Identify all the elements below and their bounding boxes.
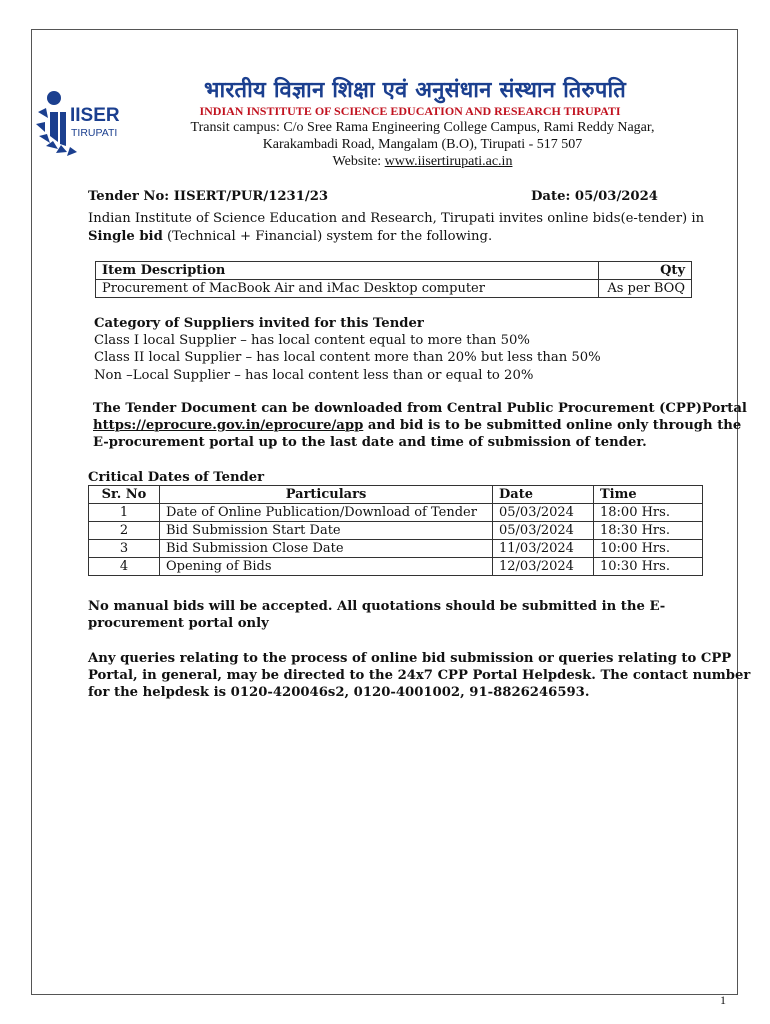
notice-line-2: procurement portal only	[88, 616, 269, 631]
table-cell: As per BOQ	[599, 280, 692, 298]
website-label: Website:	[332, 154, 382, 169]
table-row	[89, 504, 703, 522]
table-cell: 12/03/2024	[493, 558, 594, 576]
tender-date: Date: 05/03/2024	[531, 189, 658, 204]
table-cell: Bid Submission Close Date	[160, 540, 493, 558]
critical-dates-heading: Critical Dates of Tender	[88, 470, 265, 485]
address-line-1: Transit campus: C/o Sree Rama Engineering College Campus, Rami Reddy Nagar,	[190, 120, 655, 135]
table-row	[89, 540, 703, 558]
website-link[interactable]: www.iisertirupati.ac.in	[384, 154, 513, 169]
column-header: Item Description	[96, 262, 599, 280]
table-cell: 10:30 Hrs.	[594, 558, 703, 576]
column-header: Date	[493, 486, 594, 504]
supplier-line: Non –Local Supplier – has local content less than or equal to 20%	[94, 368, 534, 383]
address-line-2: Karakambadi Road, Mangalam (B.O), Tirupati - 517 507	[262, 137, 583, 152]
table-cell: 18:30 Hrs.	[594, 522, 703, 540]
intro-rest: (Technical + Financial) system for the following.	[162, 229, 493, 244]
table-cell: Date of Online Publication/Download of Tender	[160, 504, 493, 522]
column-header: Particulars	[160, 486, 493, 504]
table-cell: Bid Submission Start Date	[160, 522, 493, 540]
table-header-row	[89, 486, 703, 504]
download-rest: and bid is to be submitted online only through the	[363, 418, 742, 433]
table-row	[96, 280, 692, 298]
queries-line-2: Portal, in general, may be directed to the 24x7 CPP Portal Helpdesk. The contact number	[88, 668, 751, 683]
table-cell: 1	[89, 504, 160, 522]
table-cell: 2	[89, 522, 160, 540]
tender-number: Tender No: IISERT/PUR/1231/23	[88, 189, 329, 204]
download-line-3: E-procurement portal up to the last date and time of submission of tender.	[93, 435, 647, 450]
download-line-1: The Tender Document can be downloaded from Central Public Procurement (CPP)Portal	[93, 401, 747, 416]
table-row	[89, 558, 703, 576]
website-line	[150, 154, 695, 170]
table-cell: Opening of Bids	[160, 558, 493, 576]
table-cell: 11/03/2024	[493, 540, 594, 558]
intro-line-1: Indian Institute of Science Education and Research, Tirupati invites online bids(e-tender) in	[88, 211, 705, 226]
eprocure-link[interactable]: https://eprocure.gov.in/eprocure/app	[93, 418, 364, 433]
table-cell: Procurement of MacBook Air and iMac Desktop computer	[96, 280, 599, 298]
table-cell: 3	[89, 540, 160, 558]
table-header-row	[96, 262, 692, 280]
table-cell: 18:00 Hrs.	[594, 504, 703, 522]
intro-line-2	[88, 228, 492, 245]
hindi-title: भारतीय विज्ञान शिक्षा एवं अनुसंधान संस्थान तिरुपति	[204, 78, 626, 103]
column-header: Sr. No	[89, 486, 160, 504]
suppliers-heading: Category of Suppliers invited for this Tender	[94, 316, 424, 331]
logo-text-sub: TIRUPATI	[71, 127, 118, 139]
supplier-line: Class I local Supplier – has local content equal to more than 50%	[94, 333, 530, 348]
download-line-2	[93, 417, 741, 434]
table-cell: 05/03/2024	[493, 522, 594, 540]
page-number: 1	[720, 993, 726, 1007]
intro-bold: Single bid	[88, 229, 163, 244]
logo-text-main: IISER	[70, 105, 120, 126]
critical-dates-table	[88, 485, 703, 576]
supplier-line: Class II local Supplier – has local content more than 20% but less than 50%	[94, 350, 601, 365]
queries-line-3: for the helpdesk is 0120-420046s2, 0120-4001002, 91-8826246593.	[88, 685, 590, 700]
institute-name: INDIAN INSTITUTE OF SCIENCE EDUCATION AND RESEARCH TIRUPATI	[199, 104, 621, 118]
table-cell: 10:00 Hrs.	[594, 540, 703, 558]
column-header: Qty	[599, 262, 692, 280]
table-row	[89, 522, 703, 540]
queries-line-1: Any queries relating to the process of online bid submission or queries relating to CPP	[88, 651, 732, 666]
table-cell: 4	[89, 558, 160, 576]
table-cell: 05/03/2024	[493, 504, 594, 522]
column-header: Time	[594, 486, 703, 504]
items-table	[95, 261, 692, 298]
notice-line-1: No manual bids will be accepted. All quotations should be submitted in the E-	[88, 599, 666, 614]
